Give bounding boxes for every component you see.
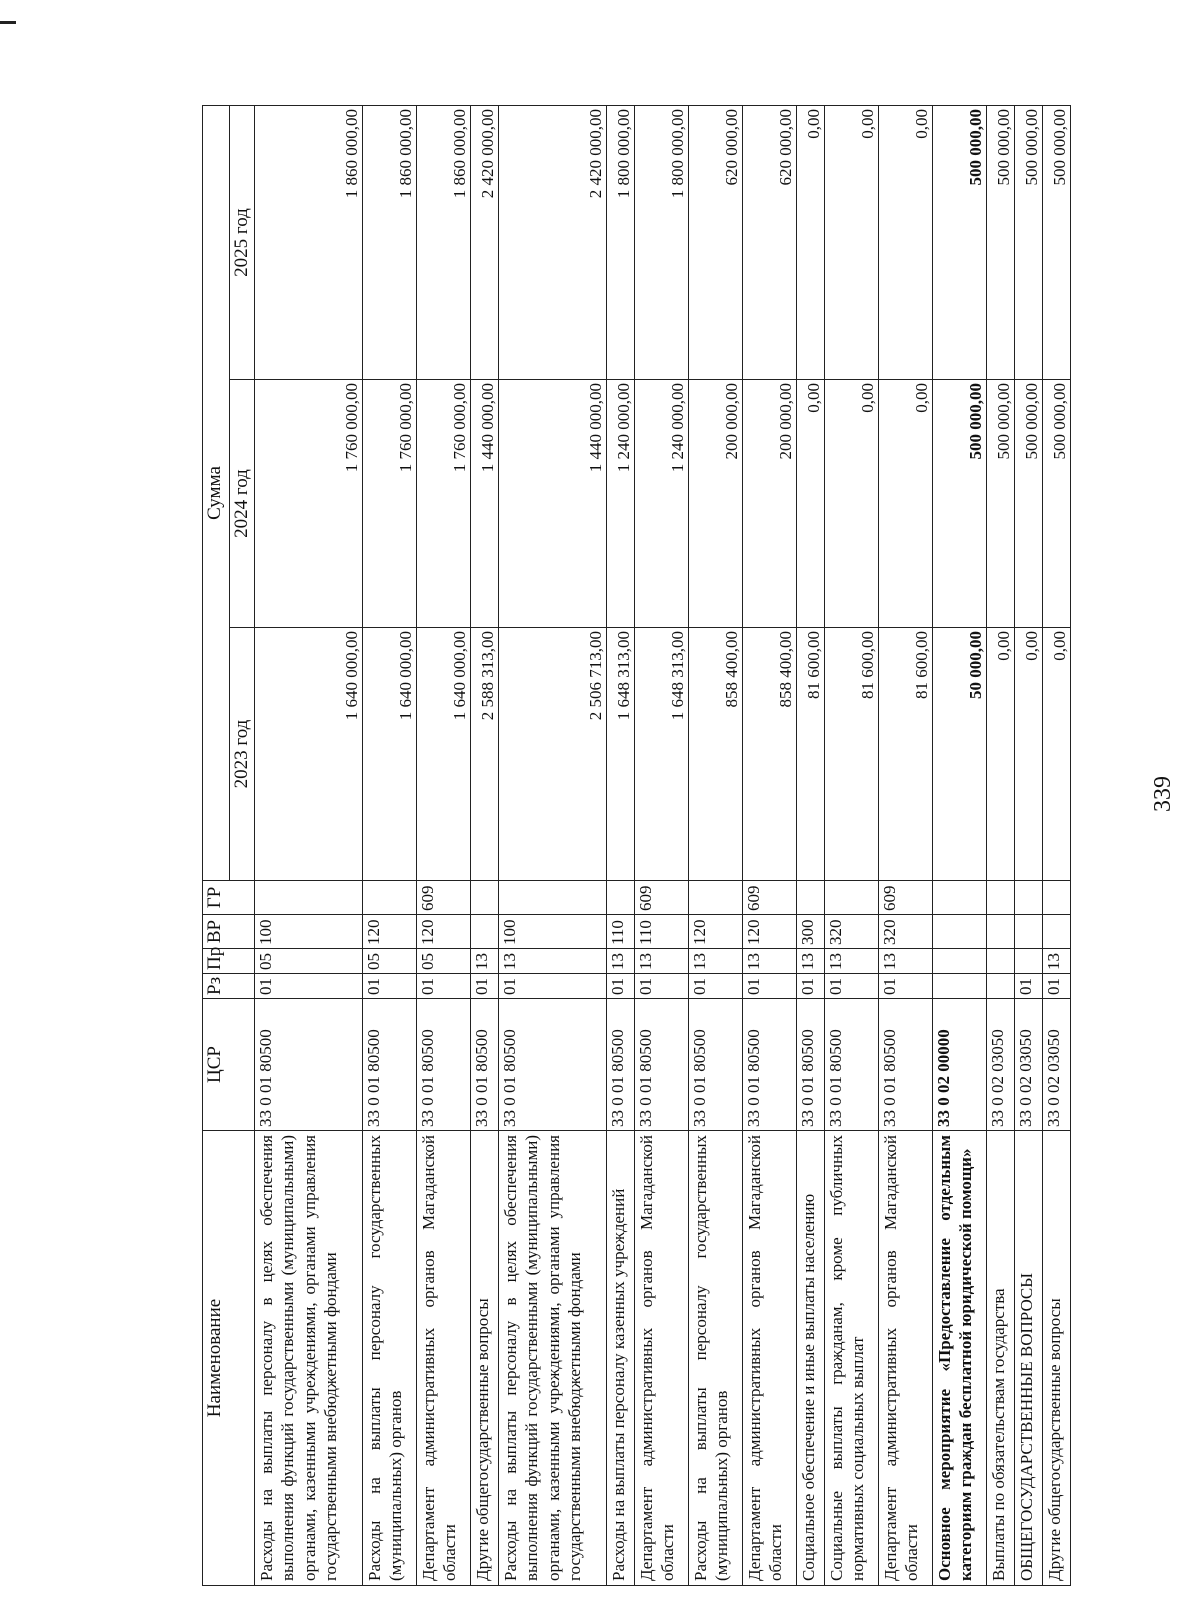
- row-csr: 33 0 01 80500: [635, 999, 689, 1131]
- row-amount-2024: 1 760 000,00: [255, 380, 363, 628]
- row-name: Департамент административных органов Магаданской области: [635, 1131, 689, 1586]
- row-rz: 01: [499, 974, 607, 999]
- row-rz: 01: [797, 974, 825, 999]
- table-row: [825, 105, 879, 1585]
- row-amount-2024: 1 240 000,00: [635, 380, 689, 628]
- row-vr: [1043, 915, 1071, 949]
- row-pr: 05: [417, 949, 471, 974]
- row-csr: 33 0 02 00000: [933, 999, 987, 1131]
- row-csr: 33 0 01 80500: [471, 999, 499, 1131]
- row-rz: [987, 974, 1015, 999]
- row-gr: [471, 881, 499, 915]
- table-row: [363, 105, 417, 1585]
- row-amount-2025: 0,00: [797, 105, 825, 379]
- row-gr: 609: [635, 881, 689, 915]
- row-gr: [1015, 881, 1043, 915]
- row-csr: 33 0 02 03050: [1015, 999, 1043, 1131]
- row-amount-2024: 1 760 000,00: [417, 380, 471, 628]
- row-amount-2025: 500 000,00: [933, 105, 987, 379]
- row-rz: 01: [471, 974, 499, 999]
- row-vr: 300: [797, 915, 825, 949]
- row-pr: [987, 949, 1015, 974]
- table-row: [471, 105, 499, 1585]
- row-gr: [363, 881, 417, 915]
- row-amount-2023: 81 600,00: [825, 628, 879, 881]
- row-csr: 33 0 01 80500: [417, 999, 471, 1131]
- row-amount-2024: 500 000,00: [987, 380, 1015, 628]
- row-amount-2025: 2 420 000,00: [471, 105, 499, 379]
- row-name: ОБЩЕГОСУДАРСТВЕННЫЕ ВОПРОСЫ: [1015, 1131, 1043, 1586]
- header-csr: ЦСР: [203, 999, 255, 1131]
- table-row: [417, 105, 471, 1585]
- row-rz: 01: [743, 974, 797, 999]
- table-row: [635, 105, 689, 1585]
- row-rz: 01: [255, 974, 363, 999]
- row-rz: 01: [1015, 974, 1043, 999]
- row-amount-2024: 200 000,00: [689, 380, 743, 628]
- table-body: [255, 105, 1071, 1585]
- row-gr: 609: [743, 881, 797, 915]
- row-pr: 13: [743, 949, 797, 974]
- row-amount-2023: 1 640 000,00: [363, 628, 417, 881]
- table-row: [743, 105, 797, 1585]
- header-vr: ВР: [203, 915, 255, 949]
- table-row: [1043, 105, 1071, 1585]
- row-name: Выплаты по обязательствам государства: [987, 1131, 1015, 1586]
- row-amount-2025: 1 860 000,00: [417, 105, 471, 379]
- row-amount-2023: 1 648 313,00: [635, 628, 689, 881]
- row-vr: 100: [255, 915, 363, 949]
- row-vr: 320: [825, 915, 879, 949]
- table-row: [933, 105, 987, 1585]
- row-pr: 13: [797, 949, 825, 974]
- row-gr: [933, 881, 987, 915]
- row-gr: [1043, 881, 1071, 915]
- row-csr: 33 0 01 80500: [363, 999, 417, 1131]
- row-csr: 33 0 02 03050: [1043, 999, 1071, 1131]
- row-pr: 13: [499, 949, 607, 974]
- row-pr: 13: [1043, 949, 1071, 974]
- scan-corner-mark: [0, 21, 16, 24]
- row-amount-2025: 1 800 000,00: [607, 105, 635, 379]
- table-row: [987, 105, 1015, 1585]
- row-amount-2025: 620 000,00: [689, 105, 743, 379]
- row-amount-2024: 1 240 000,00: [607, 380, 635, 628]
- row-pr: 05: [363, 949, 417, 974]
- row-csr: 33 0 01 80500: [607, 999, 635, 1131]
- row-amount-2024: 1 440 000,00: [499, 380, 607, 628]
- row-name: Расходы на выплаты персоналу в целях обеспечения выполнения функций государственными (муниципальными) органами, казенными учреждениями, органами управления государственными внебюджетными фондами: [255, 1131, 363, 1586]
- header-gr: ГР: [203, 881, 255, 915]
- row-amount-2025: 620 000,00: [743, 105, 797, 379]
- row-csr: 33 0 01 80500: [825, 999, 879, 1131]
- row-csr: 33 0 01 80500: [797, 999, 825, 1131]
- row-amount-2023: 81 600,00: [879, 628, 933, 881]
- rotated-table-container: [202, 106, 1078, 1586]
- row-csr: 33 0 01 80500: [743, 999, 797, 1131]
- row-csr: 33 0 01 80500: [499, 999, 607, 1131]
- row-amount-2024: 1 440 000,00: [471, 380, 499, 628]
- table-row: [1015, 105, 1043, 1585]
- row-vr: [933, 915, 987, 949]
- row-amount-2023: 1 640 000,00: [417, 628, 471, 881]
- row-name: Расходы на выплаты персоналу казенных учреждений: [607, 1131, 635, 1586]
- row-pr: 13: [689, 949, 743, 974]
- row-rz: 01: [635, 974, 689, 999]
- row-gr: [797, 881, 825, 915]
- row-csr: 33 0 01 80500: [689, 999, 743, 1131]
- row-name: Основное мероприятие «Предоставление отдельным категориям граждан бесплатной юридической помощи»: [933, 1131, 987, 1586]
- row-amount-2024: 0,00: [825, 380, 879, 628]
- row-name: Департамент административных органов Магаданской области: [879, 1131, 933, 1586]
- row-amount-2024: 500 000,00: [1015, 380, 1043, 628]
- row-csr: 33 0 01 80500: [255, 999, 363, 1131]
- header-sum: Сумма: [203, 105, 230, 880]
- row-pr: 13: [825, 949, 879, 974]
- row-rz: 01: [825, 974, 879, 999]
- row-pr: 13: [471, 949, 499, 974]
- row-pr: [1015, 949, 1043, 974]
- row-amount-2023: 0,00: [1043, 628, 1071, 881]
- row-vr: [471, 915, 499, 949]
- row-amount-2023: 2 506 713,00: [499, 628, 607, 881]
- row-csr: 33 0 01 80500: [879, 999, 933, 1131]
- row-vr: 120: [743, 915, 797, 949]
- row-amount-2023: 858 400,00: [743, 628, 797, 881]
- row-rz: 01: [417, 974, 471, 999]
- row-rz: 01: [607, 974, 635, 999]
- row-rz: 01: [1043, 974, 1071, 999]
- row-csr: 33 0 02 03050: [987, 999, 1015, 1131]
- table-row: [255, 105, 363, 1585]
- row-rz: [933, 974, 987, 999]
- row-amount-2023: 50 000,00: [933, 628, 987, 881]
- row-amount-2025: 500 000,00: [1043, 105, 1071, 379]
- row-name: Департамент административных органов Магаданской области: [417, 1131, 471, 1586]
- row-amount-2023: 2 588 313,00: [471, 628, 499, 881]
- row-gr: 609: [417, 881, 471, 915]
- row-amount-2023: 0,00: [1015, 628, 1043, 881]
- row-vr: 120: [417, 915, 471, 949]
- table-row: [797, 105, 825, 1585]
- row-gr: 609: [879, 881, 933, 915]
- row-gr: [607, 881, 635, 915]
- row-amount-2025: 1 860 000,00: [363, 105, 417, 379]
- budget-table: [202, 105, 1071, 1586]
- row-gr: [499, 881, 607, 915]
- row-gr: [825, 881, 879, 915]
- header-pr: Пр: [203, 949, 255, 974]
- row-name: Другие общегосударственные вопросы: [471, 1131, 499, 1586]
- header-2023: 2023 год: [230, 628, 255, 881]
- row-amount-2025: 1 860 000,00: [255, 105, 363, 379]
- row-name: Социальное обеспечение и иные выплаты населению: [797, 1131, 825, 1586]
- row-name: Другие общегосударственные вопросы: [1043, 1131, 1071, 1586]
- row-vr: 100: [499, 915, 607, 949]
- row-amount-2024: 1 760 000,00: [363, 380, 417, 628]
- header-2025: 2025 год: [230, 105, 255, 379]
- row-pr: 13: [635, 949, 689, 974]
- row-vr: [987, 915, 1015, 949]
- row-vr: 110: [607, 915, 635, 949]
- row-pr: 13: [879, 949, 933, 974]
- row-amount-2024: 500 000,00: [1043, 380, 1071, 628]
- row-amount-2025: 500 000,00: [987, 105, 1015, 379]
- row-name: Расходы на выплаты персоналу в целях обеспечения выполнения функций государственными (муниципальными) органами, казенными учреждениями, органами управления государственными внебюджетными фондами: [499, 1131, 607, 1586]
- row-amount-2025: 1 800 000,00: [635, 105, 689, 379]
- row-rz: 01: [879, 974, 933, 999]
- row-vr: 320: [879, 915, 933, 949]
- row-amount-2024: 0,00: [879, 380, 933, 628]
- row-amount-2023: 1 640 000,00: [255, 628, 363, 881]
- row-amount-2025: 0,00: [879, 105, 933, 379]
- row-pr: [933, 949, 987, 974]
- row-amount-2025: 2 420 000,00: [499, 105, 607, 379]
- row-amount-2023: 0,00: [987, 628, 1015, 881]
- row-rz: 01: [363, 974, 417, 999]
- row-vr: 120: [363, 915, 417, 949]
- row-name: Департамент административных органов Магаданской области: [743, 1131, 797, 1586]
- row-vr: 120: [689, 915, 743, 949]
- row-gr: [689, 881, 743, 915]
- row-pr: 05: [255, 949, 363, 974]
- table-row: [879, 105, 933, 1585]
- row-amount-2024: 500 000,00: [933, 380, 987, 628]
- row-name: Расходы на выплаты персоналу государственных (муниципальных) органов: [363, 1131, 417, 1586]
- row-name: Социальные выплаты гражданам, кроме публичных нормативных социальных выплат: [825, 1131, 879, 1586]
- row-pr: 13: [607, 949, 635, 974]
- row-amount-2024: 0,00: [797, 380, 825, 628]
- header-name: Наименование: [203, 1131, 255, 1586]
- row-amount-2023: 858 400,00: [689, 628, 743, 881]
- header-rz: Рз: [203, 974, 255, 999]
- row-amount-2023: 81 600,00: [797, 628, 825, 881]
- table-row: [607, 105, 635, 1585]
- row-gr: [987, 881, 1015, 915]
- row-name: Расходы на выплаты персоналу государственных (муниципальных) органов: [689, 1131, 743, 1586]
- row-gr: [255, 881, 363, 915]
- table-row: [689, 105, 743, 1585]
- header-2024: 2024 год: [230, 380, 255, 628]
- row-amount-2024: 200 000,00: [743, 380, 797, 628]
- row-vr: [1015, 915, 1043, 949]
- row-vr: 110: [635, 915, 689, 949]
- table-row: [499, 105, 607, 1585]
- page-number: 339: [1150, 776, 1176, 812]
- row-amount-2023: 1 648 313,00: [607, 628, 635, 881]
- row-amount-2025: 0,00: [825, 105, 879, 379]
- row-amount-2025: 500 000,00: [1015, 105, 1043, 379]
- row-rz: 01: [689, 974, 743, 999]
